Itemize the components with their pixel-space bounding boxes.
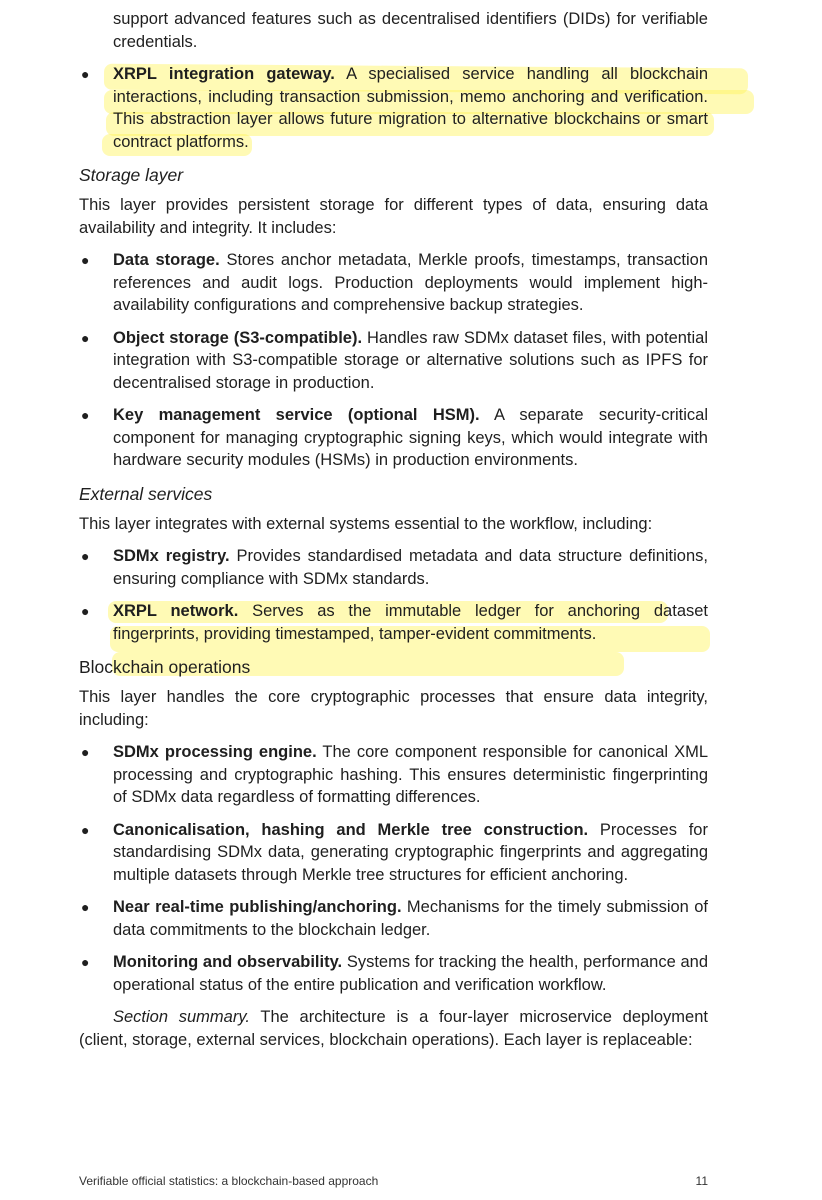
page-number: 11 [695,1174,708,1188]
item-title: SDMx processing engine. [113,743,317,761]
item-title: Data storage. [113,251,220,269]
bullet-icon: ● [81,899,90,915]
heading-storage-layer: Storage layer [79,165,184,185]
continued-list-item: support advanced features such as decentralised identifiers (DIDs) for verifiable credentials. [113,10,708,51]
item-title: XRPL integration gateway. [113,65,335,83]
bullet-icon: ● [81,329,90,346]
item-text: Provides standardised metadata and data structure definitions, ensuring compliance with SDMx standards. [113,547,708,588]
list-item-xrpl-network [79,600,708,645]
item-title: Object storage (S3-compatible). [113,328,363,347]
item-title: Near real-time publishing/anchoring. [113,898,402,916]
list-item-key-management [79,404,708,472]
bullet-icon: ● [81,252,90,268]
blockchain-list [79,741,708,996]
client-layer-list [79,63,708,153]
heading-external-services: External services [79,483,213,504]
list-item-processing-engine [79,741,708,809]
list-item-sdmx-registry [79,545,708,590]
item-text: Processes for standardising SDMx data, generating cryptographic fingerprints and aggregating multiple datasets through Merkle tree structures for efficient anchoring. [113,820,708,884]
summary-text: The architecture is a four-layer microservice deployment (client, storage, external services, blockchain operations). Each layer is replaceable: [79,1008,708,1049]
item-title: Key management service (optional HSM). [113,406,480,424]
list-item-canonicalisation [79,819,708,887]
heading-blockchain-operations: Blockchain operations [79,657,251,677]
storage-intro: This layer provides persistent storage for different types of data, ensuring data availability and integrity. It includes: [79,196,708,237]
bullet-icon: ● [81,407,90,423]
blockchain-intro: This layer handles the core cryptographic processes that ensure data integrity, including: [79,688,708,729]
item-title: Monitoring and observability. [113,953,343,971]
bullet-icon: ● [81,548,90,564]
list-item-publishing [79,896,708,941]
item-text: Stores anchor metadata, Merkle proofs, timestamps, transaction references and audit logs. Production deployments would implement high-availability configurations and comprehensive backup strategies. [113,251,708,314]
external-intro: This layer integrates with external systems essential to the workflow, including: [79,514,653,533]
storage-list [79,249,708,472]
bullet-icon: ● [81,744,90,760]
item-text: The core component responsible for canonical XML processing and cryptographic hashing. This ensures deterministic fingerprinting of SDMx data regardless of formatting differences. [113,743,709,806]
item-text: Systems for tracking the health, performance and operational status of the entire publication and verification workflow. [113,953,709,994]
section-summary [79,1006,708,1051]
list-item-data-storage [79,249,708,317]
external-list [79,545,708,645]
item-text: A separate security-critical component for managing cryptographic signing keys, which would integrate with hardware security modules (HSMs) in production environments. [113,406,708,469]
list-item-monitoring [79,951,708,996]
item-text: Handles raw SDMx dataset files, with potential integration with S3-compatible storage or alternative solutions such as IPFS for decentralised storage in production. [113,328,709,392]
list-item-object-storage [79,327,708,395]
item-text: A specialised service handling all blockchain interactions, including transaction submission, memo anchoring and verification. This abstraction layer allows future migration to alternative blockchains or smart contract platforms. [113,65,708,151]
item-text: Serves as the immutable ledger for anchoring dataset fingerprints, providing timestamped, tamper-evident commitments. [113,602,709,643]
summary-label: Section summary. [113,1008,250,1026]
bullet-icon: ● [81,821,90,838]
item-title: SDMx registry. [113,547,230,565]
list-item-xrpl-gateway [79,63,708,153]
item-text: Mechanisms for the timely submission of data commitments to the blockchain ledger. [113,898,708,939]
item-title: Canonicalisation, hashing and Merkle tree construction. [113,820,589,839]
bullet-icon: ● [81,66,90,82]
bullet-icon: ● [81,954,90,970]
item-title: XRPL network. [113,602,239,620]
page-footer [79,1174,708,1188]
bullet-icon: ● [81,603,90,619]
document-body [79,8,708,1051]
footer-title: Verifiable official statistics: a blockchain-based approach [79,1174,379,1188]
